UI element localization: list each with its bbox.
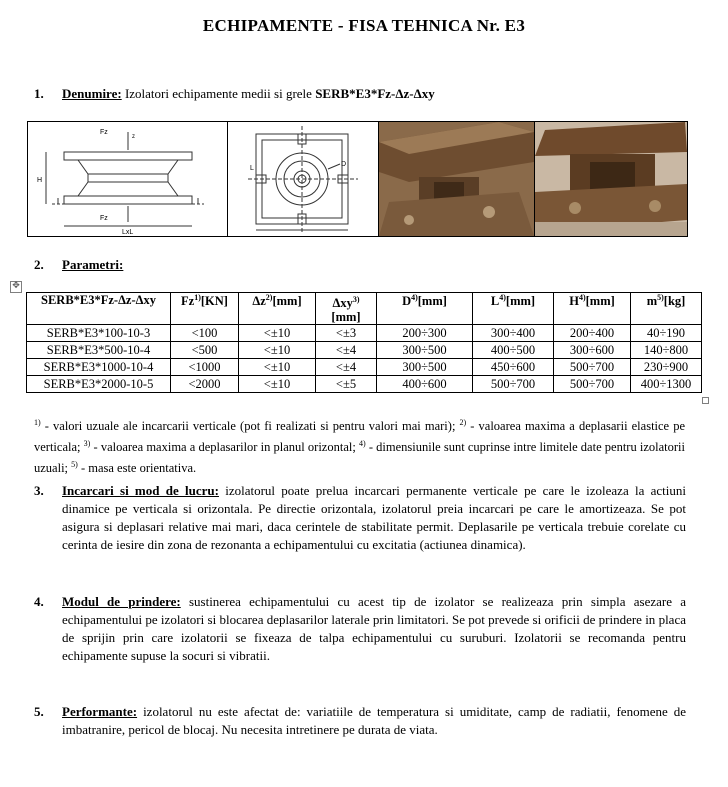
label-l: L: [249, 165, 254, 172]
cell-d: 300÷500: [377, 342, 473, 359]
section-parametri: [34, 257, 123, 273]
side-view-svg: [28, 122, 227, 236]
document-title: ECHIPAMENTE - FISA TEHNICA Nr. E3: [202, 16, 526, 35]
section-label: Performante:: [62, 704, 138, 719]
cell-dxy: <±4: [316, 342, 377, 359]
cell-fz: <1000: [171, 359, 239, 376]
cell-model: SERB*E3*500-10-4: [27, 342, 171, 359]
photo-2-svg: [535, 122, 687, 236]
section-prindere: [34, 593, 686, 665]
table-header-row: [27, 293, 702, 325]
section-text: Izolatori echipamente medii si grele: [121, 86, 316, 101]
cell-l: 300÷400: [473, 325, 554, 342]
cell-model: SERB*E3*1000-10-4: [27, 359, 171, 376]
table-footnotes: $^{1)}$ - valori uzuale ale incarcarii verticale (pot fi realizati si pentru valori mai mari); $^{2)}$ - valoarea maxima a deplasarii elastice pe verticala; $^{3)}$ - valoarea maxima a deplasarilor in planul orizontal; $^{4)}$ - dimensiunile sunt cuprinse intre limitele date pentru izolatorii uzuali; $^{5)}$ - masa este orientativa.: [34, 418, 686, 476]
cell-l: 400÷500: [473, 342, 554, 359]
header-l: $L^{4)}[mm]$: [473, 293, 554, 325]
cell-d: 200÷300: [377, 325, 473, 342]
cell-dxy: <±3: [316, 325, 377, 342]
cell-model: SERB*E3*100-10-3: [27, 325, 171, 342]
section-text: izolatorul nu este afectat de: variatiile de temperatura si umiditate, camp de radiatii, fenomene de imbatranire, pericol de blocaj. Nu necesita intretinere pe durata de viata.: [62, 704, 686, 737]
cell-h: 300÷600: [554, 342, 631, 359]
header-model: SERB*E3*Fz-Δz-Δxy: [27, 293, 171, 325]
label-h: H: [37, 177, 43, 184]
section-performante: [34, 703, 686, 739]
side-view-drawing: [28, 122, 228, 236]
parameters-table: [26, 292, 702, 393]
cell-dz: <±10: [239, 325, 316, 342]
cell-dxy: <±5: [316, 376, 377, 393]
header-m: $m^{5)}[kg]$: [631, 293, 702, 325]
cell-d: 400÷600: [377, 376, 473, 393]
header-dz: $\Delta z^{2)}[mm]$: [239, 293, 316, 325]
label-fz-top: Fz: [100, 129, 108, 136]
plan-view-drawing: [228, 122, 380, 236]
cell-h: 200÷400: [554, 325, 631, 342]
cell-fz: <500: [171, 342, 239, 359]
header-d: $D^{4)}[mm]$: [377, 293, 473, 325]
table-move-handle-icon[interactable]: ✥: [10, 281, 22, 293]
cell-fz: <2000: [171, 376, 239, 393]
cell-dz: <±10: [239, 359, 316, 376]
section-denumire: [34, 86, 435, 102]
section-number: 4.: [34, 594, 44, 609]
cell-dz: <±10: [239, 342, 316, 359]
label-lxl: LxL: [122, 229, 134, 236]
header-fz: Fz$^{1)}$[KN]: [171, 293, 239, 325]
cell-dz: <±10: [239, 376, 316, 393]
section-text: sustinerea echipamentului cu acest tip de izolator se realizeaza prin simpla asezare a echipamentului pe izolatori si blocarea deplasarilor laterale prin limitatori. Se pot prevede si orificii de prindere in placa de sprijin prin care izolatorii se fixeaza de talpa echipamentului cu suruburi. Izolatorii se recomanda pentru echipamente supuse la socuri si vibratii.: [62, 594, 686, 663]
section-number: 3.: [34, 483, 44, 498]
section-incarcari: [34, 482, 686, 554]
photo-1-svg: [379, 122, 534, 236]
plan-view-svg: [228, 122, 379, 236]
section-label: Modul de prindere:: [62, 594, 181, 609]
images-row: [27, 121, 688, 237]
cell-h: 500÷700: [554, 359, 631, 376]
cell-l: 450÷600: [473, 359, 554, 376]
isolator-photo-2: [535, 122, 687, 236]
section-label: Parametri:: [62, 257, 124, 272]
cell-m: 400÷1300: [631, 376, 702, 393]
cell-m: 40÷190: [631, 325, 702, 342]
cell-d: 300÷500: [377, 359, 473, 376]
section-number: 1.: [34, 86, 44, 101]
isolator-photo-1: [379, 122, 535, 236]
label-z: z: [132, 134, 135, 140]
cell-m: 140÷800: [631, 342, 702, 359]
table-row: [27, 376, 702, 393]
cell-h: 500÷700: [554, 376, 631, 393]
table-row: [27, 325, 702, 342]
product-code: SERB*E3*Fz-Δz-Δxy: [315, 86, 435, 101]
section-label: Incarcari si mod de lucru:: [62, 483, 219, 498]
section-number: 5.: [34, 704, 44, 719]
table-resize-handle[interactable]: [702, 397, 709, 404]
cell-dxy: <±4: [316, 359, 377, 376]
cell-l: 500÷700: [473, 376, 554, 393]
section-text: izolatorul poate prelua incarcari permanente verticale pe care le izoleaza la actiuni dinamice pe verticala si orizontala. Pe directie orizontala, izolatorul preia incarcari pe care le amortizeaza. Se pot asigura si deplasari relative mai mari, daca cerintele de stabilitate permit. Deplasarile pe verticala trebuie corelate cu cerinta de iesire din zona de rezonanta a echipamentului cu excitatia (actiunea dinamica).: [62, 483, 686, 552]
table-row: [27, 342, 702, 359]
cell-fz: <100: [171, 325, 239, 342]
header-h: $H^{4)}[mm]$: [554, 293, 631, 325]
section-number: 2.: [34, 257, 44, 272]
section-label: Denumire:: [62, 86, 122, 101]
label-fz-bottom: Fz: [100, 215, 108, 222]
header-dxy: Δxy$^{3)}$ [mm]: [316, 293, 377, 325]
cell-m: 230÷900: [631, 359, 702, 376]
label-d: D: [340, 161, 346, 168]
cell-model: SERB*E3*2000-10-5: [27, 376, 171, 393]
table-row: [27, 359, 702, 376]
